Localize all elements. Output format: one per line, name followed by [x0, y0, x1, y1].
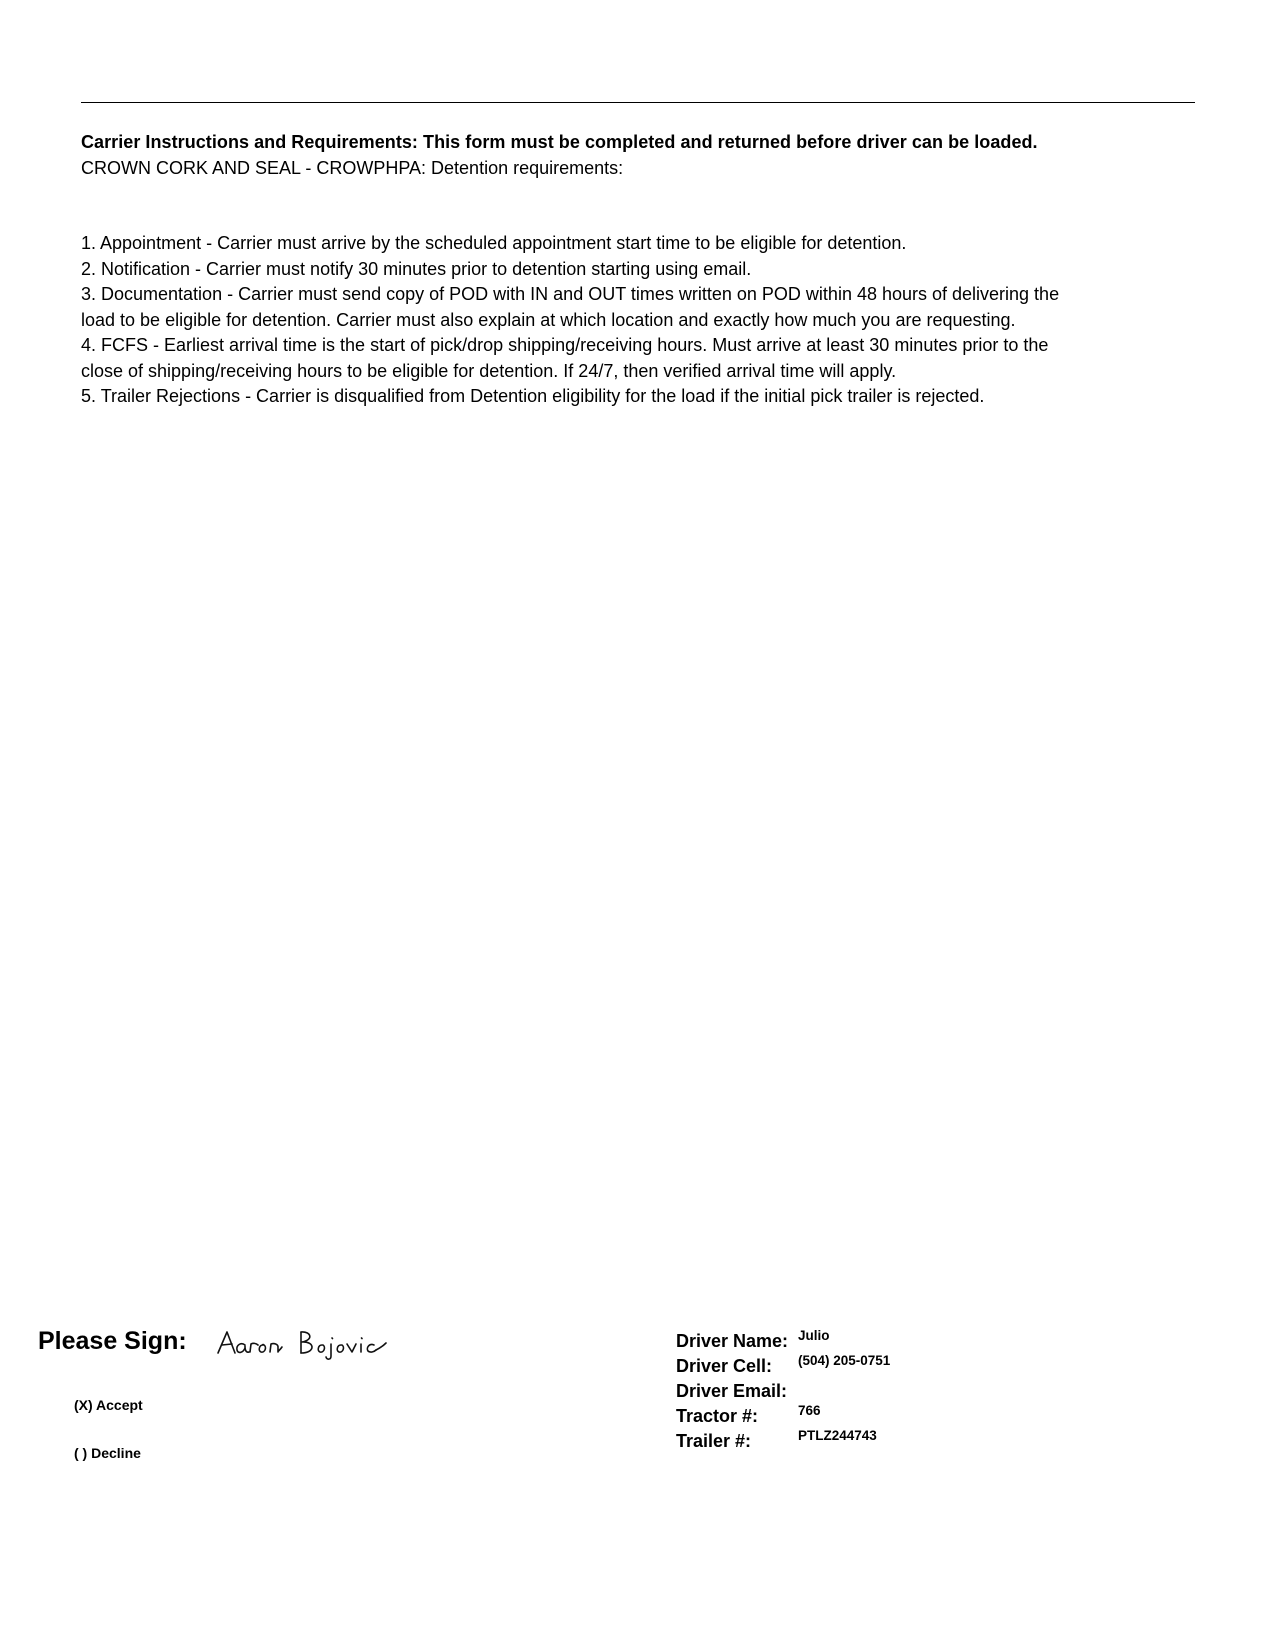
top-divider	[81, 102, 1195, 103]
trailer-number-row	[676, 1428, 1236, 1455]
driver-email-row	[676, 1381, 1236, 1405]
tractor-number-label: Tractor #:	[676, 1406, 759, 1426]
driver-cell-row	[676, 1353, 1236, 1380]
requirement-item: 5. Trailer Rejections - Carrier is disqualified from Detention eligibility for the load if the initial pick trailer is rejected.	[81, 386, 985, 406]
driver-name-label: Driver Name:	[676, 1331, 789, 1351]
handwritten-signature	[214, 1323, 404, 1363]
tractor-number-row	[676, 1403, 1236, 1430]
requirement-item: 2. Notification - Carrier must notify 30 minutes prior to detention starting using email.	[81, 258, 752, 279]
requirement-item: 3. Documentation - Carrier must send copy of POD with IN and OUT times written on POD within 48 hours of delivering the load to be eligible for detention. Carrier must also explain at which location and exactly how much you are requesting.	[81, 284, 1060, 330]
requirement-item: 4. FCFS - Earliest arrival time is the start of pick/drop shipping/receiving hours. Must arrive at least 30 minutes prior to the close of shipping/receiving hours to be eligible for detention. If 24/7, then verified arrival time will apply.	[81, 335, 1049, 381]
driver-name-row	[676, 1328, 1236, 1355]
decline-option[interactable]: ( ) Decline	[74, 1445, 141, 1461]
driver-email-label: Driver Email:	[676, 1381, 788, 1401]
driver-name-value: Julio	[798, 1328, 830, 1343]
driver-info-section	[676, 1328, 1236, 1471]
instructions-heading: Carrier Instructions and Requirements: This form must be completed and returned before driver can be loaded.	[81, 132, 1038, 152]
please-sign-label: Please Sign:	[38, 1327, 187, 1355]
detention-requirements-list	[81, 231, 1081, 410]
trailer-number-value: PTLZ244743	[798, 1428, 877, 1443]
tractor-number-value: 766	[798, 1403, 821, 1418]
trailer-number-label: Trailer #:	[676, 1431, 752, 1451]
driver-cell-label: Driver Cell:	[676, 1356, 773, 1376]
instructions-subheading: CROWN CORK AND SEAL - CROWPHPA: Detention requirements:	[81, 157, 624, 178]
driver-cell-value: (504) 205-0751	[798, 1353, 891, 1368]
instructions-header	[81, 130, 1201, 181]
signature-section	[38, 1327, 598, 1467]
accept-option[interactable]: (X) Accept	[74, 1397, 143, 1413]
requirement-item: 1. Appointment - Carrier must arrive by the scheduled appointment start time to be eligible for detention.	[81, 233, 907, 253]
